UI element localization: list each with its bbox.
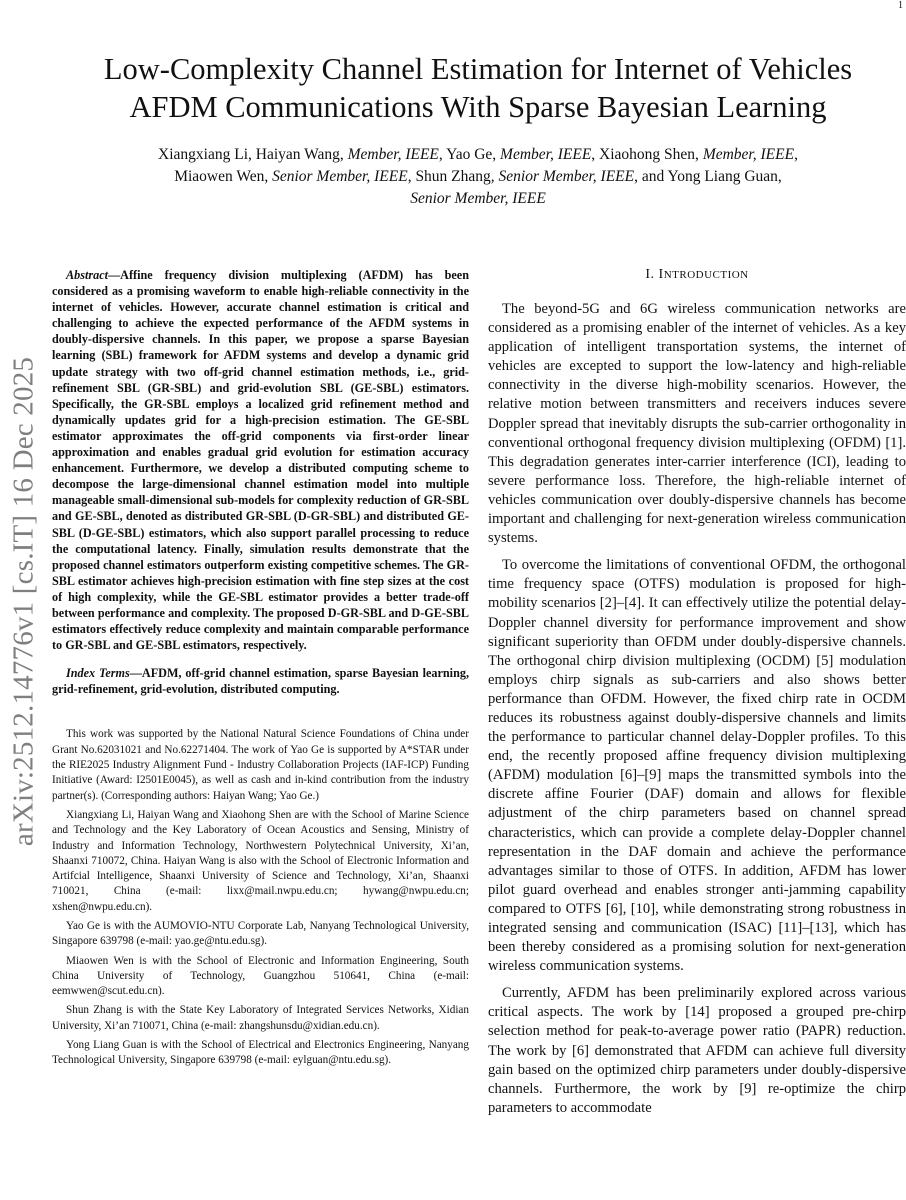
- author-names: , Shun Zhang,: [407, 168, 499, 185]
- body-paragraph: The beyond-5G and 6G wireless communication networks are considered as a promising enabler of the internet of vehicles. As a key application of intelligent transportation systems, the internet of vehicles are excepted to support the low-latency and high-reliable connectivity in the diverse high-mobility scenarios. However, the relative motion between transmitters and receivers induces severe Doppler spread that inevitably disrupts the sub-carrier orthogonality in conventional orthogonal frequency division multiplexing (OFDM) [1]. This degradation generates inter-carrier interference (ICI), leading to severe performance loss. Therefore, the high-reliable internet of vehicles communication over doubly-dispersive channels has become important and challenging for next-generation wireless communication systems.: [488, 301, 906, 547]
- author-names: , Xiaohong Shen,: [591, 146, 703, 163]
- page-number: 1: [898, 0, 903, 11]
- arxiv-identifier[interactable]: arXiv:2512.14776v1 [cs.IT] 16 Dec 2025: [7, 356, 40, 847]
- footnote-affiliation: Yao Ge is with the AUMOVIO-NTU Corporate Lab, Nanyang Technological University, Singapore 639798 (e-mail: yao.ge@ntu.edu.sg).: [52, 920, 469, 948]
- abstract-label: Abstract: [66, 268, 108, 282]
- index-terms-text: —AFDM, off-grid channel estimation, sparse Bayesian learning, grid-refinement, grid-evolution, distributed computing.: [52, 666, 469, 697]
- section-heading: [488, 267, 906, 283]
- footnote-affiliation: Yong Liang Guan is with the School of Electrical and Electronics Engineering, Nanyang Technological University, Singapore 639798 (e-mail: eylguan@ntu.edu.sg).: [52, 1039, 469, 1067]
- left-column: [52, 267, 469, 1073]
- introduction-body: [488, 300, 906, 1118]
- footnotes: [52, 727, 469, 1068]
- author-names: Xiangxiang Li, Haiyan Wang,: [158, 146, 348, 163]
- footnote-affiliation: Miaowen Wen is with the School of Electronic and Information Engineering, South China University of Technology, Guangzhou 510641, China (e-mail: eemwwen@scut.edu.cn).: [52, 954, 469, 998]
- title-line-2: AFDM Communications With Sparse Bayesian Learning: [129, 90, 827, 124]
- author-names: , and Yong Liang Guan,: [634, 168, 782, 185]
- author-membership: Senior Member, IEEE: [272, 168, 408, 185]
- body-paragraph: To overcome the limitations of conventional OFDM, the orthogonal time frequency space (OTFS) modulation is proposed for high-mobility scenarios [2]–[4]. It can effectively utilize the potential delay-Doppler channel diversity for performance improvement and show significant superiority than OFDM under doubly-dispersive channels. The orthogonal chirp division multiplexing (OCDM) [5] modulation employs chirp signals as sub-carriers and also shows better performance than OFDM. However, the fixed chirp rate in OCDM reduces its robustness against doubly-dispersive channels and limits the performance to particular channel delay-Doppler profiles. To this end, the recently proposed affine frequency division multiplexing (AFDM) modulation [6]–[9] maps the transmitted symbols into the discrete affine Fourier (DAF) domain and allows for flexible adjustment of the chirp parameters based on channel spread characteristics, which can provide a complete delay-Doppler channel representation in the DAF domain and achieve the performance advantages similar to those of OTFS. In addition, AFDM has lower pilot guard overhead and enables stronger anti-jamming capability compared to OTFS [6], [10], while demonstrating strong robustness in integrated sensing and communication (ISAC) [11]–[13], which has been thereby considered as a promising solution for next-generation wireless communication systems.: [488, 557, 906, 975]
- index-terms-label: Index Terms: [66, 666, 130, 681]
- author-names: ,: [794, 146, 798, 163]
- author-line-3: [60, 188, 896, 210]
- paper-title: [40, 50, 906, 126]
- author-names: Miaowen Wen,: [174, 168, 273, 185]
- title-line-1: Low-Complexity Channel Estimation for Internet of Vehicles: [103, 52, 853, 86]
- footnote-affiliation: Xiangxiang Li, Haiyan Wang and Xiaohong Shen are with the School of Marine Science and Technology and the Key Laboratory of Ocean Acoustics and Sensing, Ministry of Industry and Information Technology, Northwestern Polytechnical University, Xi’an, Shaanxi 710072, China. Haiyan Wang is also with the School of Electronic Information and Artifcial Intelligence, Shaanxi University of Science and Technology, Xi’an, Shaanxi 710021, China (e-mail: lixx@mail.nwpu.edu.cn; hywang@nwpu.edu.cn; xshen@nwpu.edu.cn).: [52, 808, 469, 913]
- right-column: [488, 267, 906, 1126]
- author-membership: Senior Member, IEEE: [410, 190, 546, 207]
- author-names: , Yao Ge,: [438, 146, 501, 163]
- author-membership: Member, IEEE: [347, 146, 439, 163]
- footnote-funding: This work was supported by the National Natural Science Foundations of China under Grant No.62031021 and No.62271404. The work of Yao Ge is supported by A*STAR under the RIE2025 Industry Alignment Fund - Industry Collaboration Projects (IAF-ICP) Funding Initiative (Award: I2501E0045), as well as cash and in-kind contribution from the industry partner(s). (Corresponding authors: Haiyan Wang; Yao Ge.): [52, 728, 469, 802]
- author-membership: Member, IEEE: [702, 146, 795, 163]
- author-list: [60, 144, 896, 210]
- section-title: NTRODUCTION: [663, 269, 749, 281]
- abstract: [52, 267, 469, 653]
- author-line-2: [60, 166, 896, 188]
- index-terms: [52, 665, 469, 697]
- body-paragraph: Currently, AFDM has been preliminarily explored across various critical aspects. The work by [14] proposed a grouped pre-chirp selection method for peak-to-average power ratio (PAPR) reduction. The work by [6] demonstrated that AFDM can achieve full diversity gain based on the optimized chirp parameters under doubly-dispersive channels. Furthermore, the work by [9] re-optimize the chirp parameters to accommodate: [488, 985, 906, 1116]
- abstract-text: —Affine frequency division multiplexing (AFDM) has been considered as a promising waveform to enable high-reliable connectivity in the internet of vehicles. However, accurate channel estimation is critical and challenging to achieve the expected performance of the AFDM systems in doubly-dispersive channels. In this paper, we propose a sparse Bayesian learning (SBL) framework for AFDM systems and develop a dynamic grid update strategy with two off-grid channel estimation methods, i.e., grid-refinement SBL (GR-SBL) and grid-evolution SBL (GE-SBL) estimators. Specifically, the GR-SBL employs a localized grid refinement method and dynamically updates grid for a high-precision estimation. The GE-SBL estimator approximates the off-grid components via first-order linear approximation and enables gradual grid evolution for estimation accuracy enhancement. Furthermore, we develop a distributed computing scheme to decompose the large-dimensional channel estimation model into multiple manageable small-dimensional sub-models for complexity reduction of GR-SBL and GE-SBL, denoted as distributed GR-SBL (D-GR-SBL) and distributed GE-SBL (D-GE-SBL) estimators, which also support parallel processing to reduce the computational latency. Finally, simulation results demonstrate that the proposed channel estimators outperform existing competitive schemes. The GR-SBL estimator achieves high-precision estimation with fine step sizes at the cost of high complexity, while the GE-SBL estimator provides a better trade-off between performance and complexity. The proposed D-GR-SBL and D-GE-SBL estimators effectively reduce complexity and maintain comparable performance to GR-SBL and GE-SBL estimators, respectively.: [52, 268, 469, 653]
- author-line-1: [60, 144, 896, 166]
- footnote-affiliation: Shun Zhang is with the State Key Laboratory of Integrated Services Networks, Xidian University, Xi’an 710071, China (e-mail: zhangshunsdu@xidian.edu.cn).: [52, 1004, 469, 1032]
- author-membership: Member, IEEE: [500, 146, 592, 163]
- section-number: I. I: [645, 267, 664, 282]
- author-membership: Senior Member, IEEE: [498, 168, 635, 185]
